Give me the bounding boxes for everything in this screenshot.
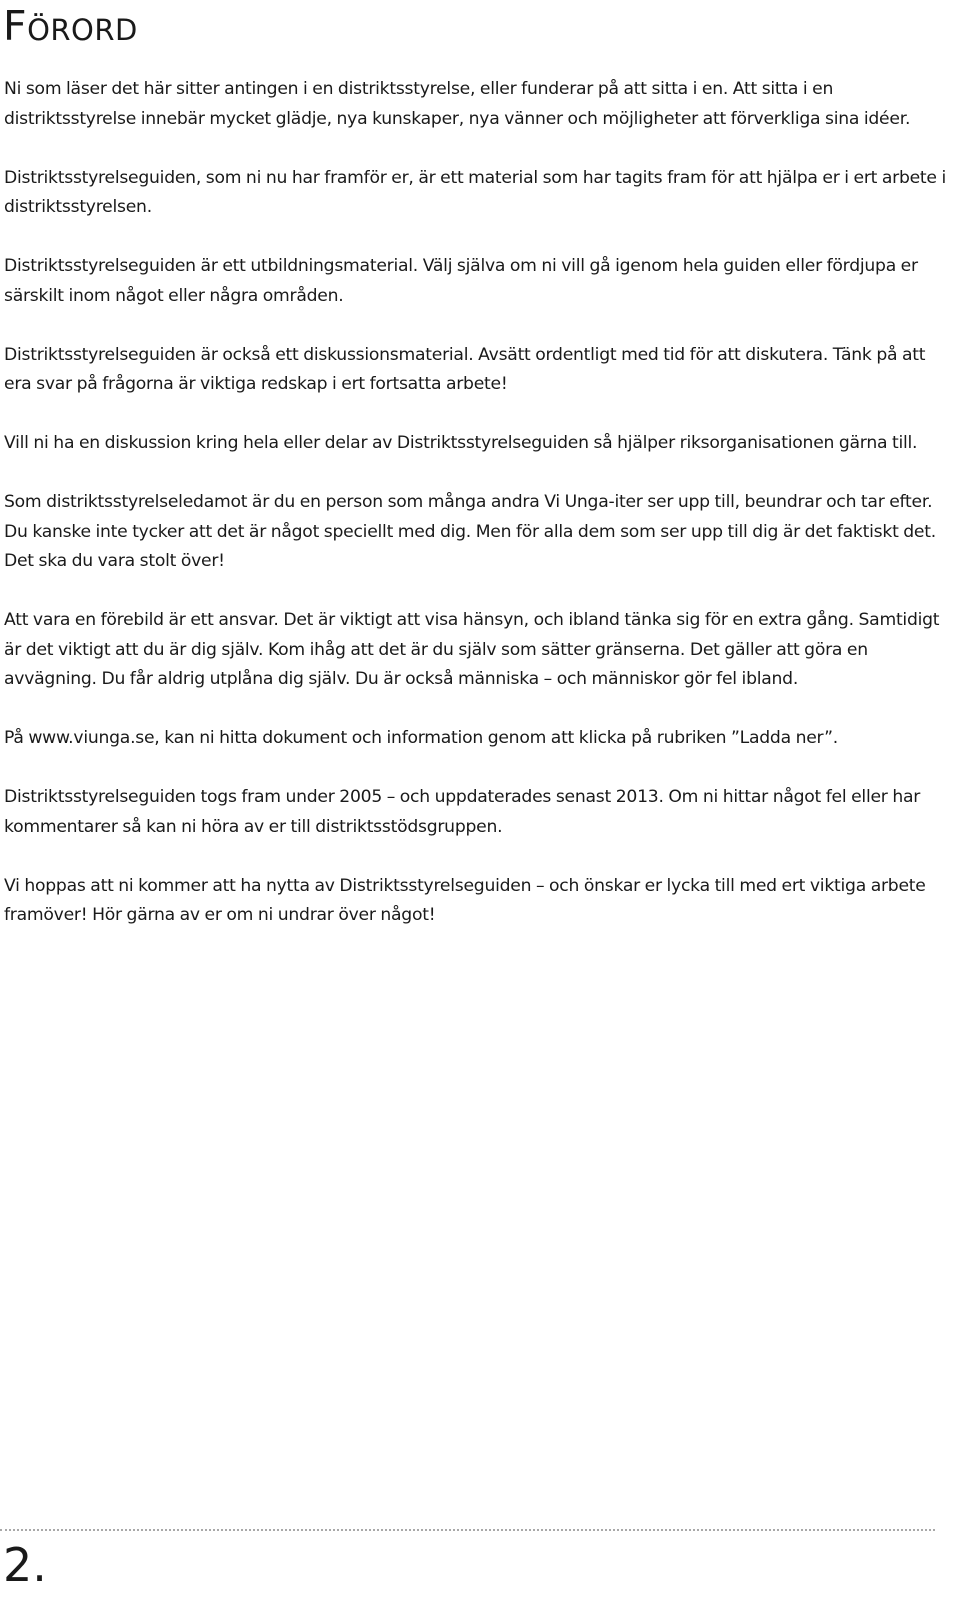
page-title: Förord: [3, 2, 138, 50]
paragraph-closing: Vi hoppas att ni kommer att ha nytta av Distriktsstyrelseguiden – och önskar er lycka till med ert viktiga arbete framöver! Hör gärna av er om ni undrar över något!: [4, 875, 926, 925]
paragraph-responsibility: Att vara en förebild är ett ansvar. Det är viktigt att visa hänsyn, och ibland tänka sig för en extra gång. Samtidigt är det viktigt att du är dig själv. Kom ihåg att det är du själv som sätter gränserna. Det gäller att göra en avvägning. Du får aldrig utplåna dig själv. Du är också människa – och människor gör fel ibland.: [4, 610, 940, 689]
paragraph-intro: Ni som läser det här sitter antingen i en distriktsstyrelse, eller funderar på att sitta i en. Att sitta i en distriktsstyrelse innebär mycket glädje, nya kunskaper, nya vänner och möjligheter att förverkliga sina idéer.: [4, 79, 911, 129]
paragraph-history: Distriktsstyrelseguiden togs fram under 2005 – och uppdaterades senast 2013. Om ni hittar något fel eller har kommentarer så kan ni höra av er till distriktsstödsgruppen.: [4, 787, 921, 837]
paragraph-training-material: Distriktsstyrelseguiden är ett utbildningsmaterial. Välj själva om ni vill gå igenom hela guiden eller fördjupa er särskilt inom något eller några områden.: [4, 256, 918, 306]
body-text: [4, 75, 950, 960]
paragraph-purpose: Distriktsstyrelseguiden, som ni nu har framför er, är ett material som har tagits fram för att hjälpa er i ert arbete i distriktsstyrelsen.: [4, 167, 946, 217]
paragraph-website: På www.viunga.se, kan ni hitta dokument och information genom att klicka på rubriken ”Ladda ner”.: [4, 728, 838, 748]
paragraph-discussion-material: Distriktsstyrelseguiden är också ett diskussionsmaterial. Avsätt ordentligt med tid för att diskutera. Tänk på att era svar på frågorna är viktiga redskap i ert fortsatta arbete!: [4, 344, 926, 394]
page-number: 2.: [3, 1538, 47, 1592]
footer-divider: [0, 1529, 935, 1531]
paragraph-role-model: Som distriktsstyrelseledamot är du en person som många andra Vi Unga-iter ser upp till, beundrar och tar efter. Du kanske inte tycker att det är något speciellt med dig. Men för alla dem som ser upp till dig är det faktiskt det. Det ska du vara stolt över!: [4, 492, 936, 571]
paragraph-support-offer: Vill ni ha en diskussion kring hela eller delar av Distriktsstyrelseguiden så hjälper riksorganisationen gärna till.: [4, 433, 918, 453]
